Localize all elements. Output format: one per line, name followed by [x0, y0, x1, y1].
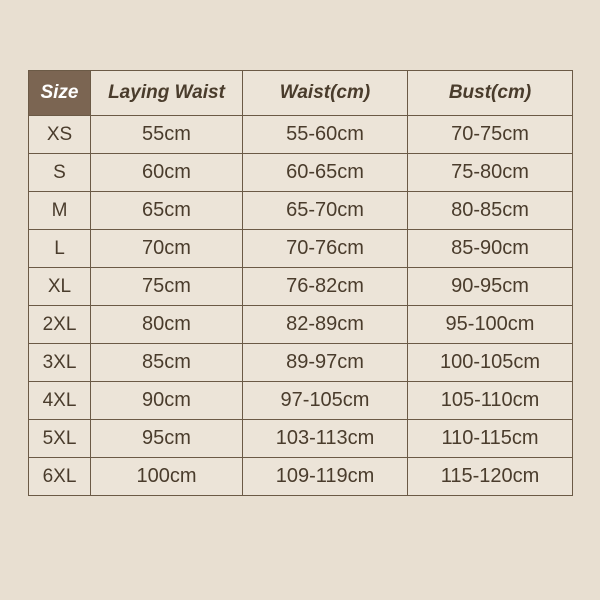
- cell-size: M: [29, 192, 91, 230]
- cell-waist: 55-60cm: [243, 116, 408, 154]
- cell-size: XL: [29, 268, 91, 306]
- cell-waist: 89-97cm: [243, 344, 408, 382]
- cell-waist: 97-105cm: [243, 382, 408, 420]
- cell-laying-waist: 95cm: [91, 420, 243, 458]
- cell-laying-waist: 80cm: [91, 306, 243, 344]
- table-header: [29, 71, 573, 116]
- cell-size: 3XL: [29, 344, 91, 382]
- cell-laying-waist: 90cm: [91, 382, 243, 420]
- table-body: [29, 116, 573, 496]
- cell-bust: 105-110cm: [408, 382, 573, 420]
- table-row: [29, 344, 573, 382]
- cell-laying-waist: 85cm: [91, 344, 243, 382]
- cell-waist: 60-65cm: [243, 154, 408, 192]
- cell-size: 6XL: [29, 458, 91, 496]
- cell-waist: 76-82cm: [243, 268, 408, 306]
- cell-size: L: [29, 230, 91, 268]
- table-row: [29, 154, 573, 192]
- cell-size: 4XL: [29, 382, 91, 420]
- header-row: [29, 71, 573, 116]
- cell-size: XS: [29, 116, 91, 154]
- column-header-waist: Waist(cm): [243, 71, 408, 116]
- cell-waist: 82-89cm: [243, 306, 408, 344]
- cell-bust: 90-95cm: [408, 268, 573, 306]
- size-chart-table: [28, 70, 573, 496]
- cell-laying-waist: 65cm: [91, 192, 243, 230]
- cell-bust: 70-75cm: [408, 116, 573, 154]
- column-header-size: Size: [29, 71, 91, 116]
- cell-size: S: [29, 154, 91, 192]
- table-row: [29, 306, 573, 344]
- cell-bust: 115-120cm: [408, 458, 573, 496]
- size-chart-container: [28, 70, 572, 496]
- cell-waist: 109-119cm: [243, 458, 408, 496]
- table-row: [29, 382, 573, 420]
- cell-bust: 75-80cm: [408, 154, 573, 192]
- table-row: [29, 458, 573, 496]
- table-row: [29, 116, 573, 154]
- cell-bust: 95-100cm: [408, 306, 573, 344]
- cell-bust: 100-105cm: [408, 344, 573, 382]
- column-header-laying-waist: Laying Waist: [91, 71, 243, 116]
- cell-bust: 110-115cm: [408, 420, 573, 458]
- cell-waist: 65-70cm: [243, 192, 408, 230]
- table-row: [29, 230, 573, 268]
- column-header-bust: Bust(cm): [408, 71, 573, 116]
- cell-laying-waist: 55cm: [91, 116, 243, 154]
- cell-laying-waist: 60cm: [91, 154, 243, 192]
- table-row: [29, 268, 573, 306]
- cell-size: 2XL: [29, 306, 91, 344]
- cell-laying-waist: 70cm: [91, 230, 243, 268]
- cell-bust: 80-85cm: [408, 192, 573, 230]
- table-row: [29, 192, 573, 230]
- cell-laying-waist: 100cm: [91, 458, 243, 496]
- table-row: [29, 420, 573, 458]
- cell-size: 5XL: [29, 420, 91, 458]
- cell-bust: 85-90cm: [408, 230, 573, 268]
- cell-waist: 70-76cm: [243, 230, 408, 268]
- cell-waist: 103-113cm: [243, 420, 408, 458]
- cell-laying-waist: 75cm: [91, 268, 243, 306]
